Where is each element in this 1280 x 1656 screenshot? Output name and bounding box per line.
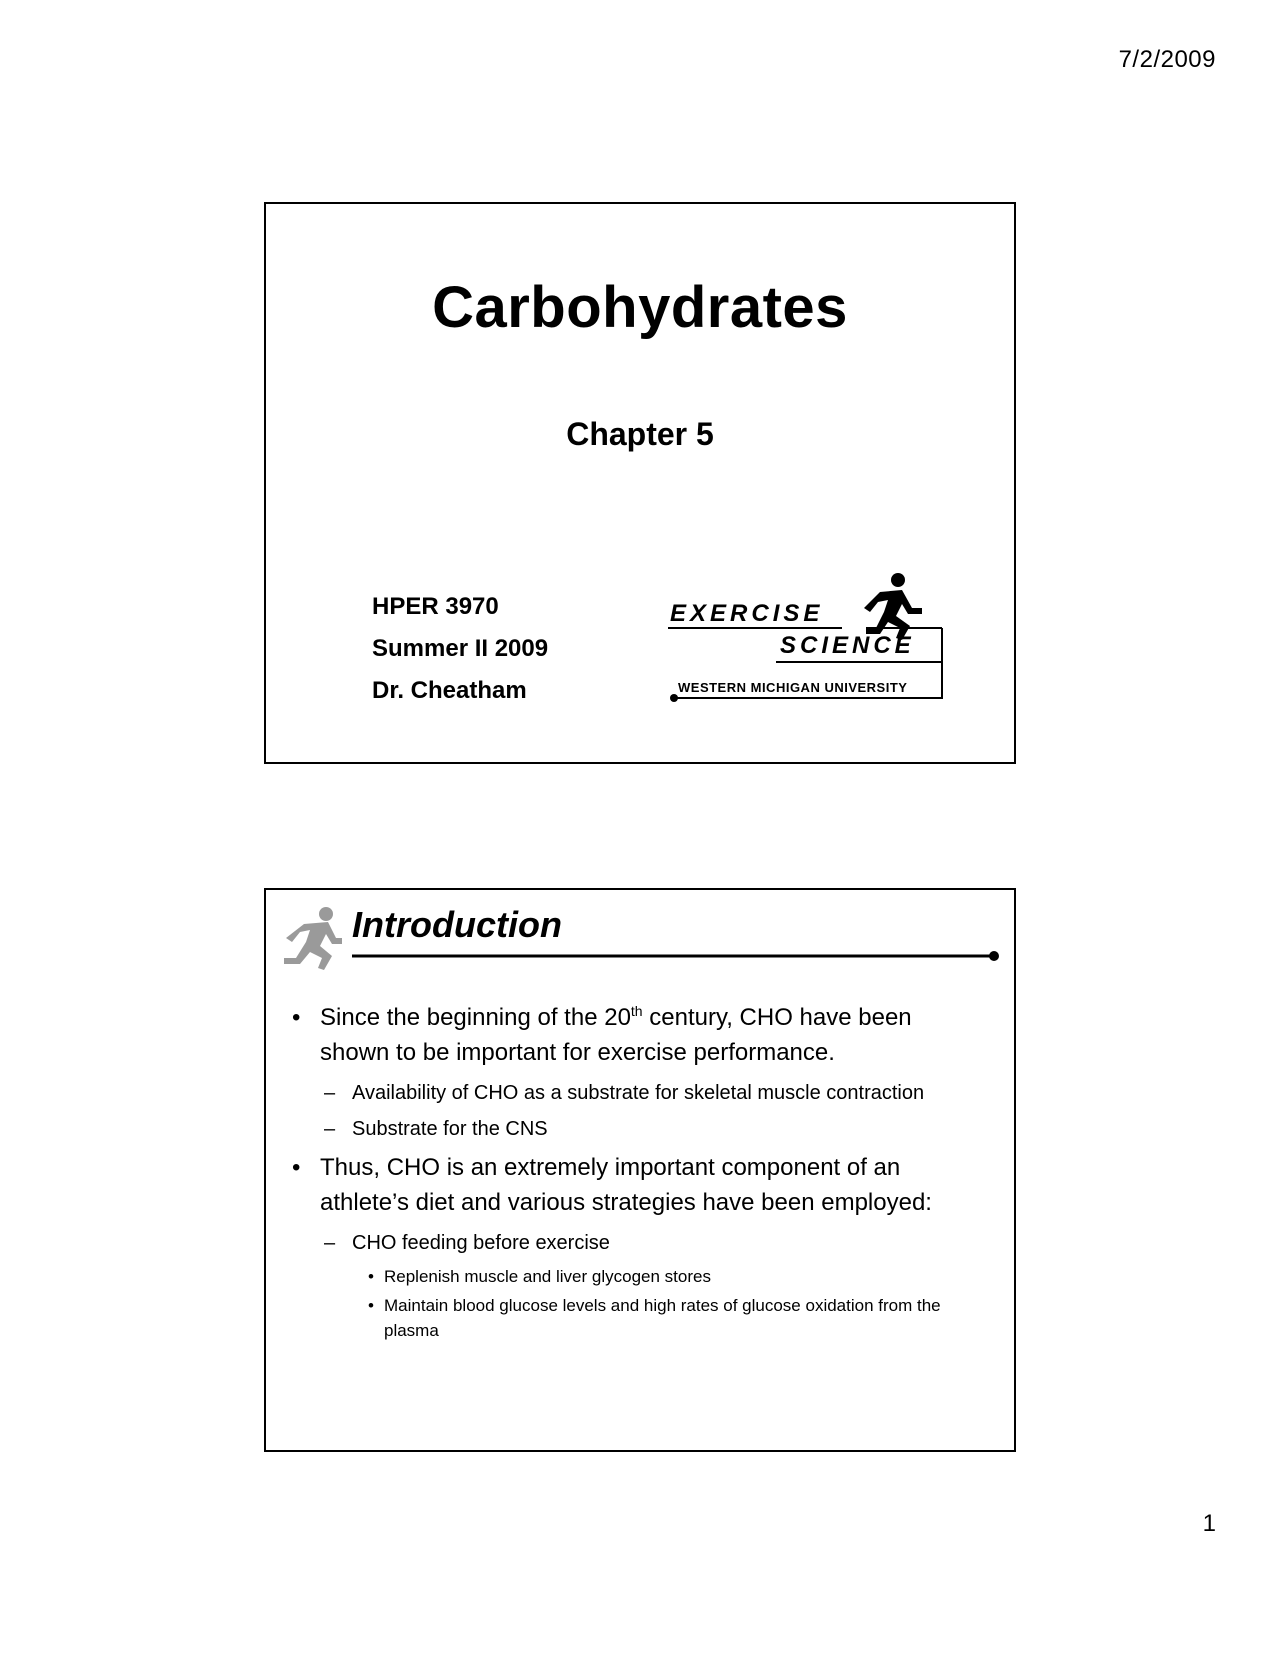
bullet-text: Replenish muscle and liver glycogen stores <box>384 1267 711 1286</box>
bullet-text: Substrate for the CNS <box>352 1118 548 1140</box>
slide-heading: Introduction <box>352 904 562 945</box>
bullet-text: century, CHO have been shown to be important for exercise performance. <box>320 1004 912 1066</box>
course-info <box>372 586 548 712</box>
introduction-slide <box>264 888 1016 1452</box>
bullet-text: CHO feeding before exercise <box>352 1232 610 1254</box>
logo-text-science: SCIENCE <box>780 632 915 659</box>
logo-text-exercise: EXERCISE <box>670 600 824 627</box>
runner-icon <box>282 906 342 972</box>
bullet-list <box>286 1000 984 1347</box>
title-slide <box>264 202 1016 764</box>
slide-subtitle: Chapter 5 <box>566 416 714 452</box>
list-item <box>286 1000 984 1070</box>
logo-text-university: WESTERN MICHIGAN UNIVERSITY <box>678 680 908 695</box>
superscript: th <box>630 1003 643 1019</box>
list-item <box>286 1150 984 1220</box>
bullet-text: Since the beginning of the 20 <box>320 1004 631 1031</box>
bullet-marker: • <box>292 1004 301 1031</box>
exercise-science-logo <box>666 570 948 710</box>
bullet-marker: • <box>368 1267 374 1286</box>
title-underline <box>352 950 1002 962</box>
list-item <box>286 1228 984 1258</box>
course-term: Summer II 2009 <box>372 635 549 662</box>
list-item <box>286 1293 984 1343</box>
bullet-marker: • <box>292 1154 301 1181</box>
course-code: HPER 3970 <box>372 593 499 620</box>
header-date: 7/2/2009 <box>1118 46 1216 73</box>
bullet-text: Maintain blood glucose levels and high rates of glucose oxidation from the plasma <box>384 1296 941 1340</box>
dash-marker: – <box>324 1232 336 1254</box>
runner-icon <box>864 573 922 640</box>
bullet-text: Availability of CHO as a substrate for skeletal muscle contraction <box>352 1082 925 1104</box>
dash-marker: – <box>324 1118 336 1140</box>
dash-marker: – <box>324 1082 336 1104</box>
slide-title: Carbohydrates <box>432 275 848 340</box>
list-item <box>286 1264 984 1289</box>
page-number: 1 <box>1202 1510 1216 1537</box>
bullet-marker: • <box>368 1296 374 1315</box>
list-item <box>286 1078 984 1108</box>
bullet-text: Thus, CHO is an extremely important component of an athlete’s diet and various strategies have been employed: <box>320 1154 932 1216</box>
list-item <box>286 1114 984 1144</box>
course-instructor: Dr. Cheatham <box>372 677 527 704</box>
